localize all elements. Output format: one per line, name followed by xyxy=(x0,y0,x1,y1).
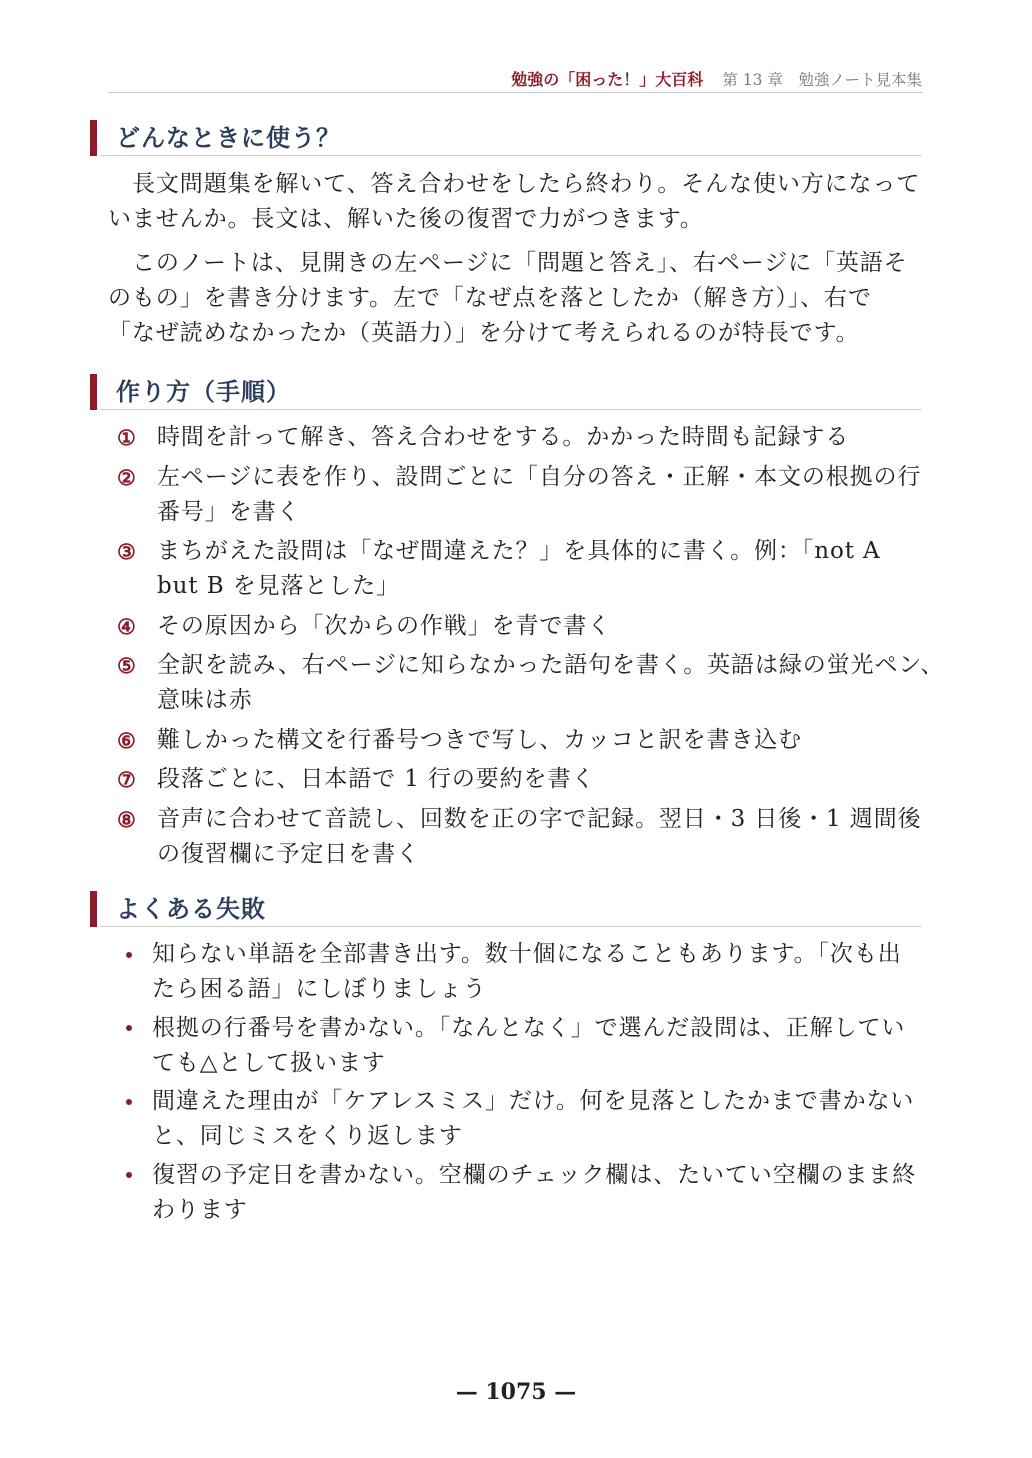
heading-rule xyxy=(100,155,922,156)
heading-bar xyxy=(90,891,97,927)
step-text: 段落ごとに、日本語で 1 行の要約を書く xyxy=(157,766,596,792)
running-header xyxy=(511,70,922,90)
mistakes-list xyxy=(108,937,958,1231)
list-item-text: 復習の予定日を書かない。空欄のチェック欄は、たいてい空欄のまま終 わります xyxy=(152,1161,917,1223)
list-item-text: 根拠の行番号を書かない。「なんとなく」で選んだ設問は、正解してい ても△として扱います xyxy=(152,1014,906,1076)
step-item-5 xyxy=(108,648,958,718)
header-rule xyxy=(108,92,922,93)
steps-list xyxy=(108,420,958,876)
heading-rule xyxy=(100,409,922,410)
step-text: 音声に合わせて音読し、回数を正の字で記録。翌日・3 日後・1 週間後 の復習欄に予定日を書く xyxy=(157,805,922,867)
step-text: まちがえた設問は「なぜ間違えた？」を具体的に書く。例：「not A but B を見落とした」 xyxy=(157,538,881,599)
list-item xyxy=(108,1158,958,1228)
heading-bar xyxy=(90,120,97,156)
step-text: その原因から「次からの作戦」を青で書く xyxy=(157,612,612,639)
section-heading-how-to-make xyxy=(90,374,922,410)
step-item-4 xyxy=(108,609,958,644)
list-item xyxy=(108,1084,958,1154)
list-item xyxy=(108,937,958,1007)
step-number: ⑦ xyxy=(117,767,136,792)
list-item-text: 間違えた理由が「ケアレスミス」だけ。何を見落としたかまで書かない と、同じミスをくり返します xyxy=(152,1088,915,1149)
bullet-dot-icon xyxy=(126,952,132,958)
bullet-dot-icon xyxy=(126,1172,132,1178)
list-item-text: 知らない単語を全部書き出す。数十個になることもあります。「次も出 たら困る語」にしぼりましょう xyxy=(152,941,902,1002)
step-number: ⑤ xyxy=(117,653,136,678)
section-heading-when-to-use xyxy=(90,120,922,156)
chapter-title: 第 13 章 勉強ノート見本集 xyxy=(722,71,922,89)
step-text: 全訳を読み、右ページに知らなかった語句を書く。英語は緑の蛍光ペン、 意味は赤 xyxy=(157,652,945,713)
step-item-3 xyxy=(108,534,958,604)
page-number: — 1075 — xyxy=(455,1379,577,1405)
step-number: ③ xyxy=(117,539,136,564)
section-heading-common-mistakes xyxy=(90,891,922,927)
list-item xyxy=(108,1011,958,1081)
step-number: ② xyxy=(117,464,136,490)
step-item-6 xyxy=(108,723,958,758)
paragraph-note-layout: このノートは、見開きの左ページに「問題と答え」、右ページに「英語そ のもの」を書き分けます。左で「なぜ点を落としたか（解き方）」、右で 「なぜ読めなかったか（英語力）」を分けて考えられるのが特長です。 xyxy=(108,250,908,346)
book-title: 勉強の「困った！」大百科 xyxy=(511,70,704,89)
step-number: ④ xyxy=(117,613,136,639)
step-item-8 xyxy=(108,802,958,872)
heading-rule xyxy=(100,926,922,927)
step-text: 難しかった構文を行番号つきで写し、カッコと訳を書き込む xyxy=(157,726,803,753)
section-title: どんなときに使う？ xyxy=(116,123,341,152)
step-text: 時間を計って解き、答え合わせをする。かかった時間も記録する xyxy=(157,424,850,450)
section-title: よくある失敗 xyxy=(116,894,266,923)
step-item-2 xyxy=(108,460,958,530)
step-item-7 xyxy=(108,762,958,797)
heading-bar xyxy=(90,374,97,410)
section-title: 作り方（手順） xyxy=(116,377,291,406)
step-item-1 xyxy=(108,420,958,455)
paragraph-intro: 長文問題集を解いて、答え合わせをしたら終わり。そんな使い方になって いませんか。長文は、解いた後の復習で力がつきます。 xyxy=(108,171,921,232)
bullet-dot-icon xyxy=(126,1025,132,1031)
bullet-dot-icon xyxy=(126,1099,132,1105)
step-number: ⑧ xyxy=(117,806,136,832)
step-text: 左ページに表を作り、設問ごとに「自分の答え・正解・本文の根拠の行 番号」を書く xyxy=(157,463,922,525)
step-number: ① xyxy=(117,425,136,450)
step-number: ⑥ xyxy=(117,727,136,753)
